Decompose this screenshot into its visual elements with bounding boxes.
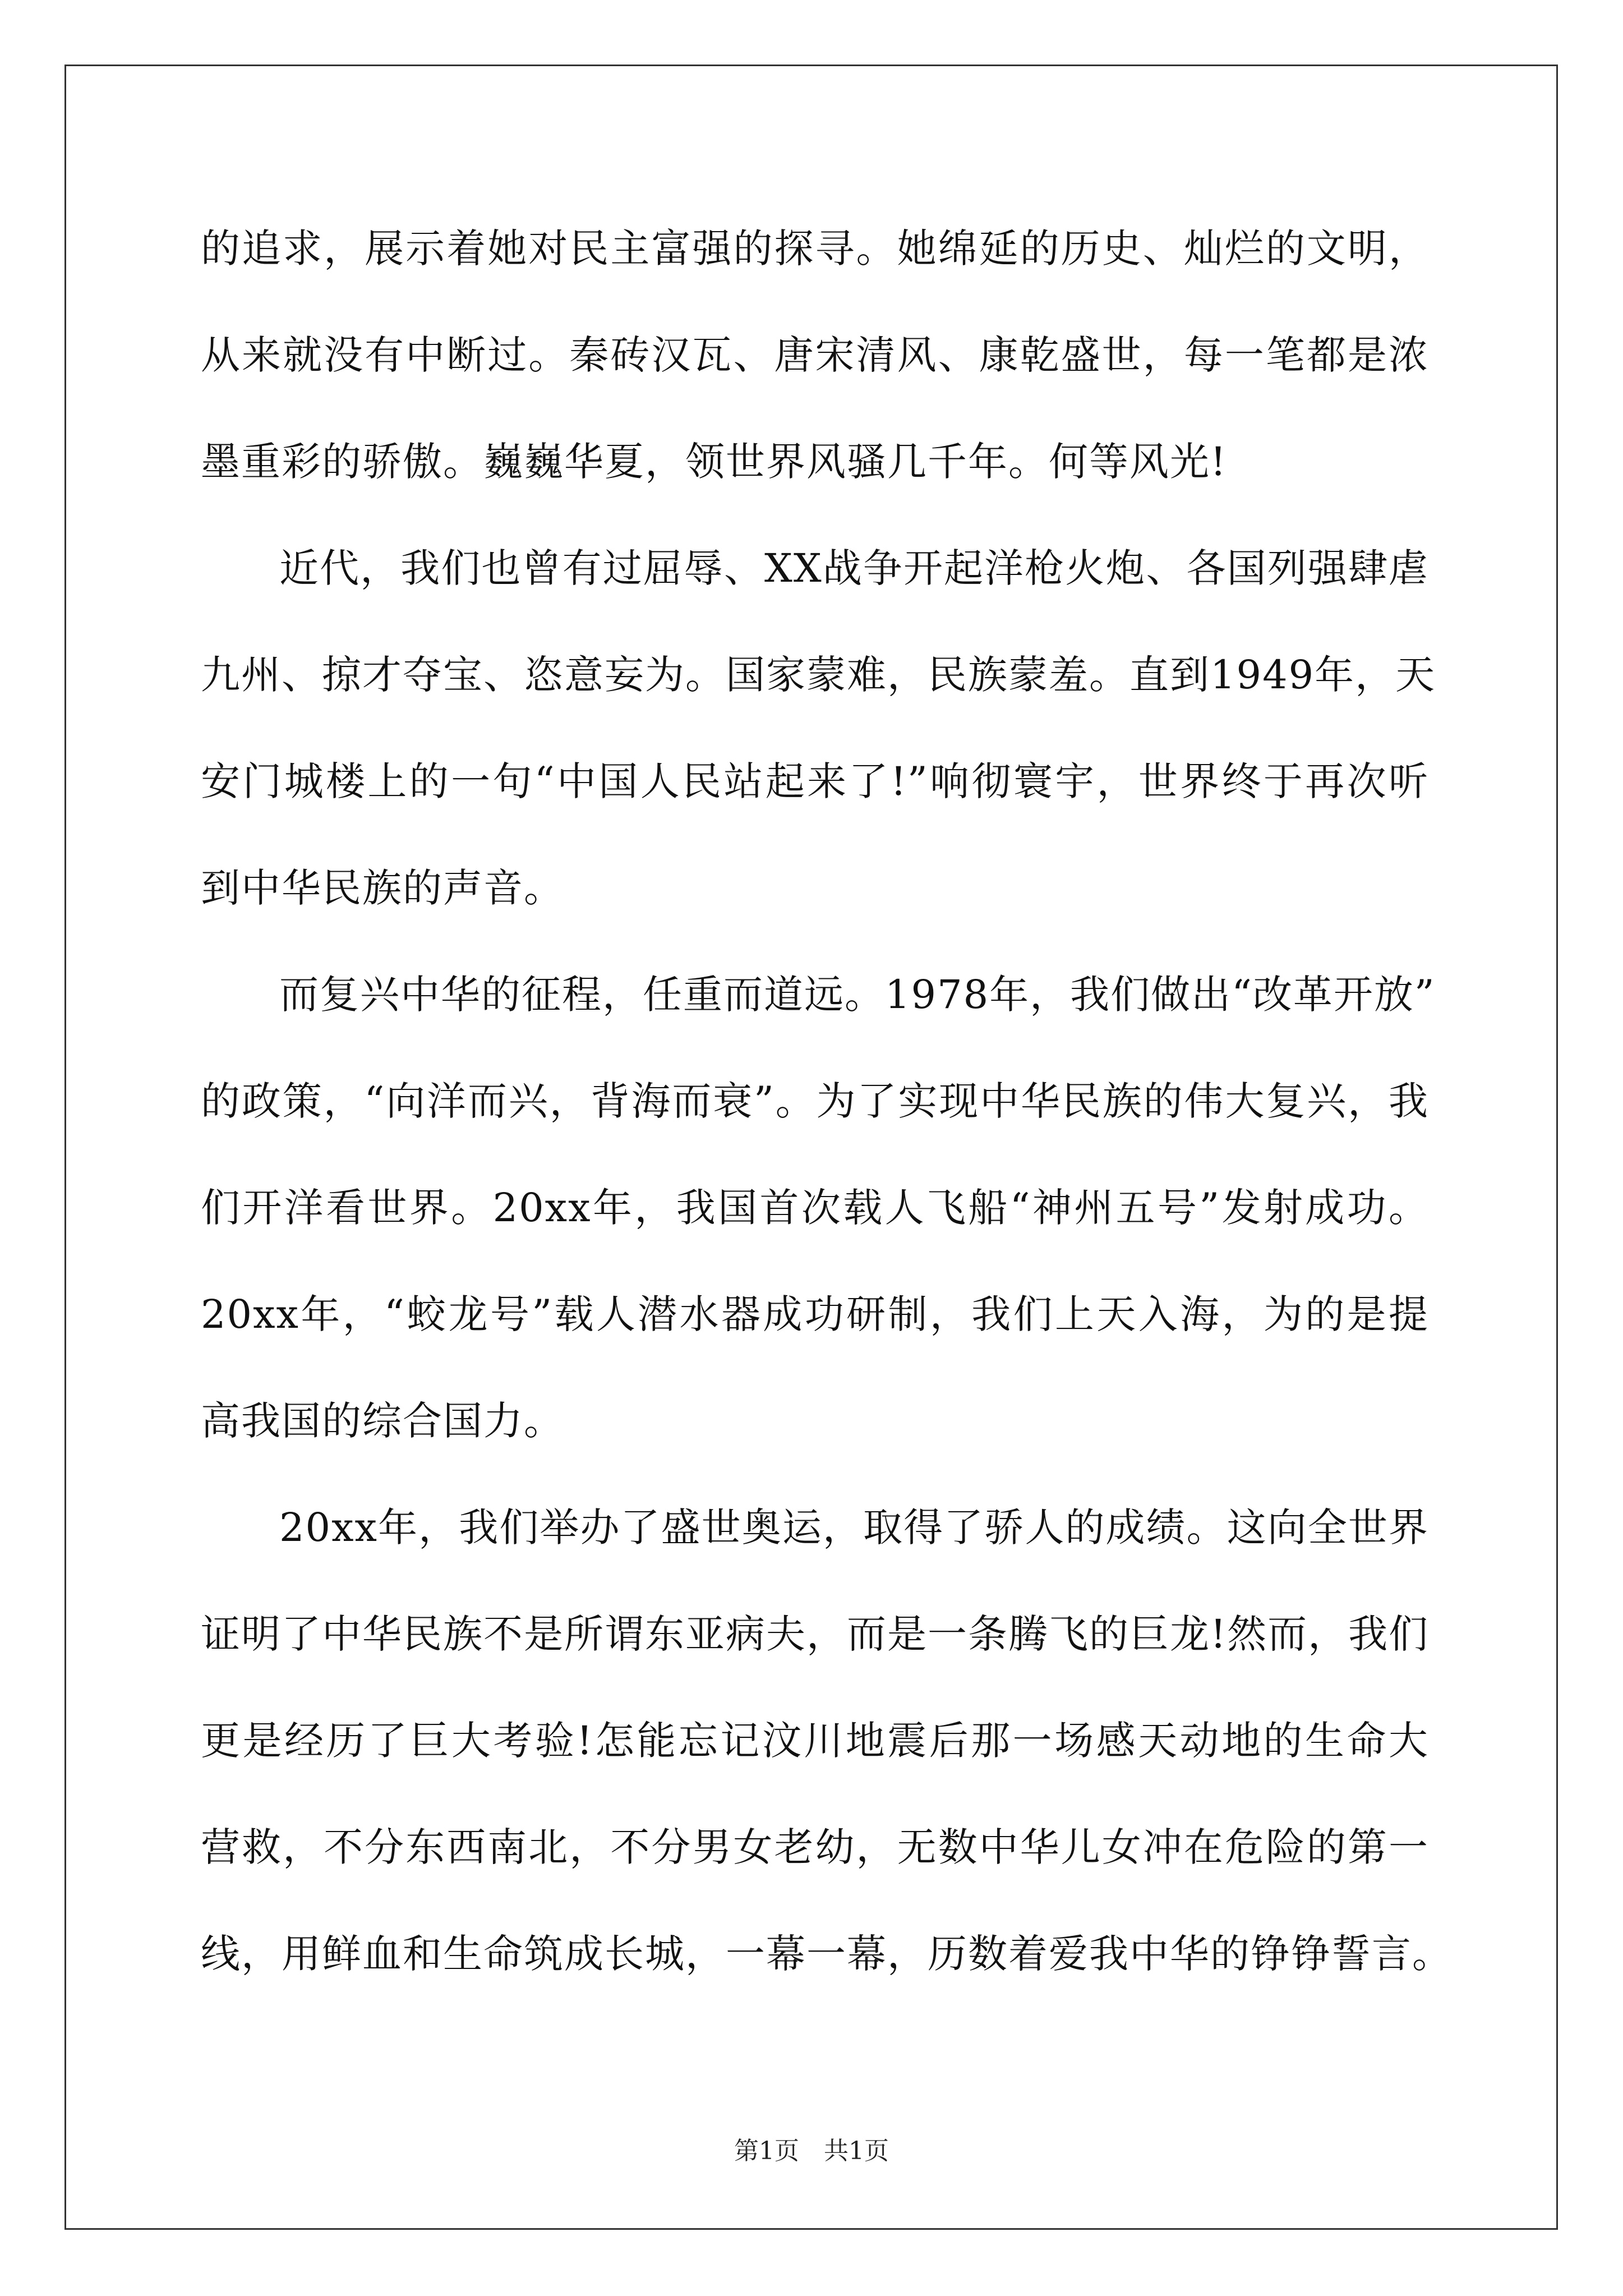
text-line: 20xx年，“蛟龙号”载人潜水器成功研制，我们上天入海，为的是提 <box>201 1291 1429 1337</box>
text-line: 到中华民族的声音。 <box>201 865 564 911</box>
text-line: 从来就没有中断过。秦砖汉瓦、唐宋清风、康乾盛世，每一笔都是浓 <box>201 332 1429 378</box>
text-line: 安门城楼上的一句“中国人民站起来了!”响彻寰宇，世界终于再次听 <box>201 758 1429 804</box>
paragraph-start-line: 近代，我们也曾有过屈辱、XX战争开起洋枪火炮、各国列强肆虐 <box>279 545 1429 591</box>
page-number-total: 共1页 <box>824 2137 889 2165</box>
text-line: 们开洋看世界。20xx年，我国首次载人飞船“神州五号”发射成功。 <box>201 1185 1429 1231</box>
text-line: 墨重彩的骄傲。巍巍华夏，领世界风骚几千年。何等风光! <box>201 439 1228 485</box>
text-line: 的政策，“向洋而兴，背海而衰”。为了实现中华民族的伟大复兴，我 <box>201 1078 1429 1124</box>
text-line: 更是经历了巨大考验!怎能忘记汶川地震后那一场感天动地的生命大 <box>201 1718 1429 1764</box>
text-line: 证明了中华民族不是所谓东亚病夫，而是一条腾飞的巨龙!然而，我们 <box>201 1611 1430 1657</box>
page-footer <box>0 2134 1623 2168</box>
paragraph-start-line: 而复兴中华的征程，任重而道远。1978年，我们做出“改革开放” <box>279 972 1436 1018</box>
text-line: 九州、掠才夺宝、恣意妄为。国家蒙难，民族蒙羞。直到1949年，天 <box>201 652 1436 698</box>
text-line: 线，用鲜血和生命筑成长城，一幕一幕，历数着爱我中华的铮铮誓言。 <box>201 1931 1453 1977</box>
page-number-current: 第1页 <box>734 2137 799 2165</box>
paragraph-start-line: 20xx年，我们举办了盛世奥运，取得了骄人的成绩。这向全世界 <box>279 1504 1429 1550</box>
text-line: 的追求，展示着她对民主富强的探寻。她绵延的历史、灿烂的文明， <box>201 226 1429 272</box>
text-line: 高我国的综合国力。 <box>201 1398 564 1444</box>
document-body <box>201 195 1453 2007</box>
text-line: 营救，不分东西南北，不分男女老幼，无数中华儿女冲在危险的第一 <box>201 1824 1429 1870</box>
